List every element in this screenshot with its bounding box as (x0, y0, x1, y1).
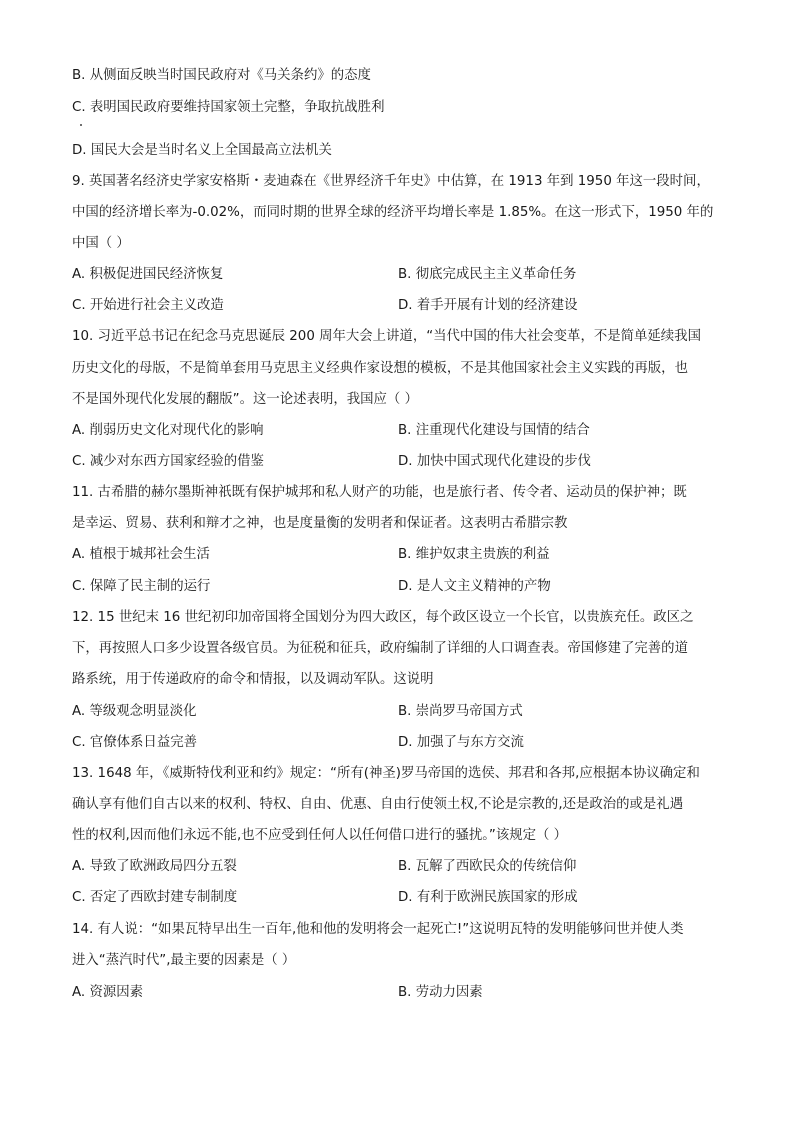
q14-option-a: A. 资源因素 (72, 985, 143, 1000)
q14-option-b: B. 劳动力因素 (398, 985, 483, 1000)
q10-option-b: B. 注重现代化建设与国情的结合 (398, 423, 590, 438)
q12-option-a: A. 等级观念明显淡化 (72, 704, 197, 719)
q9-line-3: 中国（ ） (72, 236, 130, 251)
q12-line-2: 下，再按照人口多少设置各级官员。为征税和征兵，政府编制了详细的人口调查表。帝国修建了完善的道 (72, 641, 688, 656)
q13-option-a: A. 导致了欧洲政局四分五裂 (72, 859, 237, 874)
q11-option-c: C. 保障了民主制的运行 (72, 579, 211, 594)
q9-option-d: D. 着手开展有计划的经济建设 (398, 298, 578, 313)
q9-option-b: B. 彻底完成民主主义革命任务 (398, 267, 577, 282)
q11-option-a: A. 植根于城邦社会生活 (72, 547, 210, 562)
q12-option-d: D. 加强了与东方交流 (398, 735, 524, 750)
option-d-prev: D. 国民大会是当时名义上全国最高立法机关 (72, 143, 332, 158)
q10-line-2: 历史文化的母版，不是简单套用马克思主义经典作家设想的模板，不是其他国家社会主义实践的再版，也 (72, 361, 688, 376)
q13-line-2: 确认享有他们自古以来的权利、特权、自由、优惠、自由行使领土权,不论是宗教的,还是政治的或是礼遇 (72, 797, 684, 812)
q14-line-1: 14. 有人说：“如果瓦特早出生一百年,他和他的发明将会一起死亡!”这说明瓦特的发明能够问世并使人类 (72, 922, 684, 937)
q10-option-c: C. 减少对东西方国家经验的借鉴 (72, 454, 264, 469)
q12-option-b: B. 崇尚罗马帝国方式 (398, 704, 523, 719)
option-c-prev: C. 表明国民政府要维持国家领土完整，争取抗战胜利 (72, 100, 385, 115)
q13-option-b: B. 瓦解了西欧民众的传统信仰 (398, 859, 577, 874)
q9-option-c: C. 开始进行社会主义改造 (72, 298, 224, 313)
q10-option-d: D. 加快中国式现代化建设的步伐 (398, 454, 591, 469)
q10-line-3: 不是国外现代化发展的翻版”。这一论述表明，我国应（ ） (72, 392, 418, 407)
q13-line-3: 性的权利,因而他们永远不能,也不应受到任何人以任何借口进行的骚扰。”该规定（ ） (72, 828, 568, 843)
q11-line-2: 是幸运、贸易、获利和辩才之神，也是度量衡的发明者和保证者。这表明古希腊宗教 (72, 516, 568, 531)
q13-option-d: D. 有利于欧洲民族国家的形成 (398, 890, 578, 905)
q12-option-c: C. 官僚体系日益完善 (72, 735, 197, 750)
q13-option-c: C. 否定了西欧封建专制制度 (72, 890, 238, 905)
q10-option-a: A. 削弱历史文化对现代化的影响 (72, 423, 264, 438)
stray-dot (80, 124, 82, 126)
q12-line-3: 路系统，用于传递政府的命令和情报，以及调动军队。这说明 (72, 672, 434, 687)
q11-line-1: 11. 古希腊的赫尔墨斯神祇既有保护城邦和私人财产的功能，也是旅行者、传令者、运动员的保护神；既 (72, 485, 687, 500)
q11-option-b: B. 维护奴隶主贵族的利益 (398, 547, 550, 562)
q13-line-1: 13. 1648 年，《威斯特伐利亚和约》规定：“所有(神圣)罗马帝国的选侯、邦君和各邦,应根据本协议确定和 (72, 766, 700, 781)
q14-line-2: 进入“蒸汽时代”,最主要的因素是（ ） (72, 953, 296, 968)
q10-line-1: 10. 习近平总书记在纪念马克思诞辰 200 周年大会上讲道，“当代中国的伟大社会变革，不是简单延续我国 (72, 329, 701, 344)
q9-line-2: 中国的经济增长率为-0.02%，而同时期的世界全球的经济平均增长率是 1.85%。在这一形式下，1950 年的 (72, 205, 714, 220)
q9-option-a: A. 积极促进国民经济恢复 (72, 267, 224, 282)
q9-line-1: 9. 英国著名经济史学家安格斯・麦迪森在《世界经济千年史》中估算，在 1913 年到 1950 年这一段时间， (72, 174, 710, 189)
q11-option-d: D. 是人文主义精神的产物 (398, 579, 551, 594)
option-b-prev: B. 从侧面反映当时国民政府对《马关条约》的态度 (72, 68, 371, 83)
q12-line-1: 12. 15 世纪末 16 世纪初印加帝国将全国划分为四大政区，每个政区设立一个长官，以贵族充任。政区之 (72, 610, 694, 625)
